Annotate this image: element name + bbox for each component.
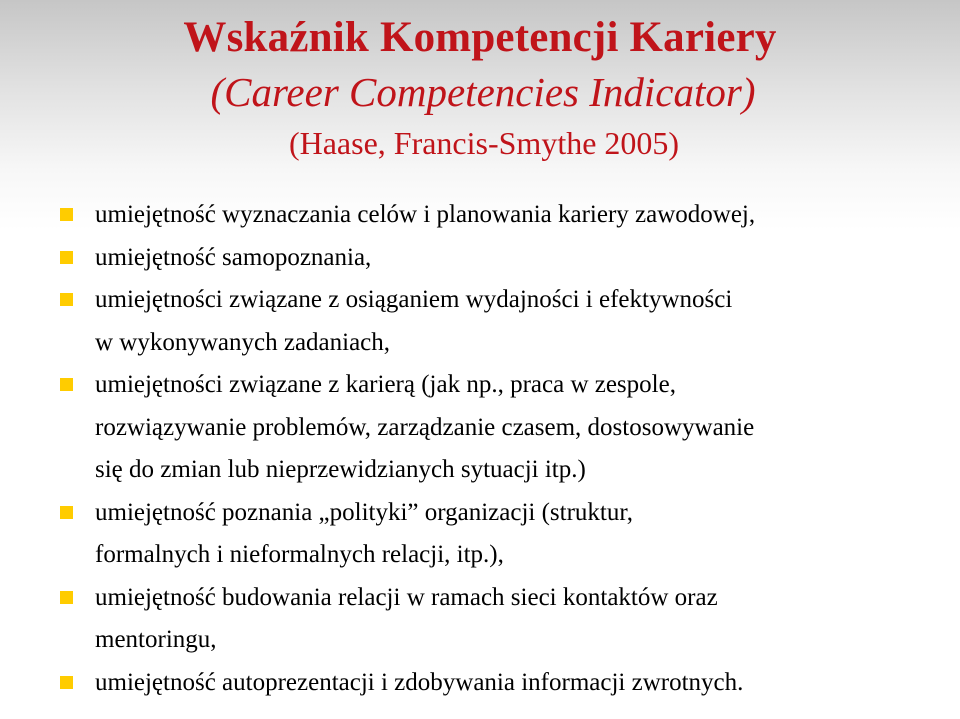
bullet-line: umiejętność samopoznania, (95, 243, 372, 271)
bullet-line: umiejętność budowania relacji w ramach sieci kontaktów oraz (95, 583, 718, 611)
square-bullet-icon (60, 293, 73, 306)
bullet-line: umiejętności związane z karierą (jak np., praca w zespole, (95, 371, 676, 398)
bullet-item (0, 279, 960, 364)
square-bullet-icon (60, 676, 73, 689)
bullet-line: mentoringu, (95, 626, 217, 653)
bullet-item (0, 662, 960, 705)
bullet-list (0, 194, 960, 704)
bullet-line: umiejętność poznania „polityki” organizacji (struktur, (95, 498, 633, 526)
bullet-line: umiejętność wyznaczania celów i planowania kariery zawodowej, (95, 201, 756, 228)
slide-title: Wskaźnik Kompetencji Kariery (183, 14, 777, 61)
slide-reference: (Haase, Francis-Smythe 2005) (288, 125, 680, 161)
bullet-item (0, 237, 960, 280)
bullet-line: w wykonywanych zadaniach, (95, 328, 391, 356)
bullet-item (0, 194, 960, 237)
square-bullet-icon (60, 208, 73, 221)
bullet-item (0, 577, 960, 662)
title-block (0, 10, 960, 168)
bullet-line: umiejętności związane z osiąganiem wydajności i efektywności (95, 286, 733, 313)
bullet-line: się do zmian lub nieprzewidzianych sytuacji itp.) (95, 456, 586, 483)
bullet-line: umiejętność autoprezentacji i zdobywania informacji zwrotnych. (95, 668, 744, 696)
bullet-line: formalnych i nieformalnych relacji, itp.), (95, 541, 504, 568)
bullet-line: rozwiązywanie problemów, zarządzanie czasem, dostosowywanie (95, 413, 755, 441)
square-bullet-icon (60, 378, 73, 391)
bullet-item (0, 492, 960, 577)
bullet-item (0, 364, 960, 492)
square-bullet-icon (60, 506, 73, 519)
square-bullet-icon (60, 251, 73, 264)
slide-subtitle: (Career Competencies Indicator) (210, 69, 756, 115)
square-bullet-icon (60, 591, 73, 604)
